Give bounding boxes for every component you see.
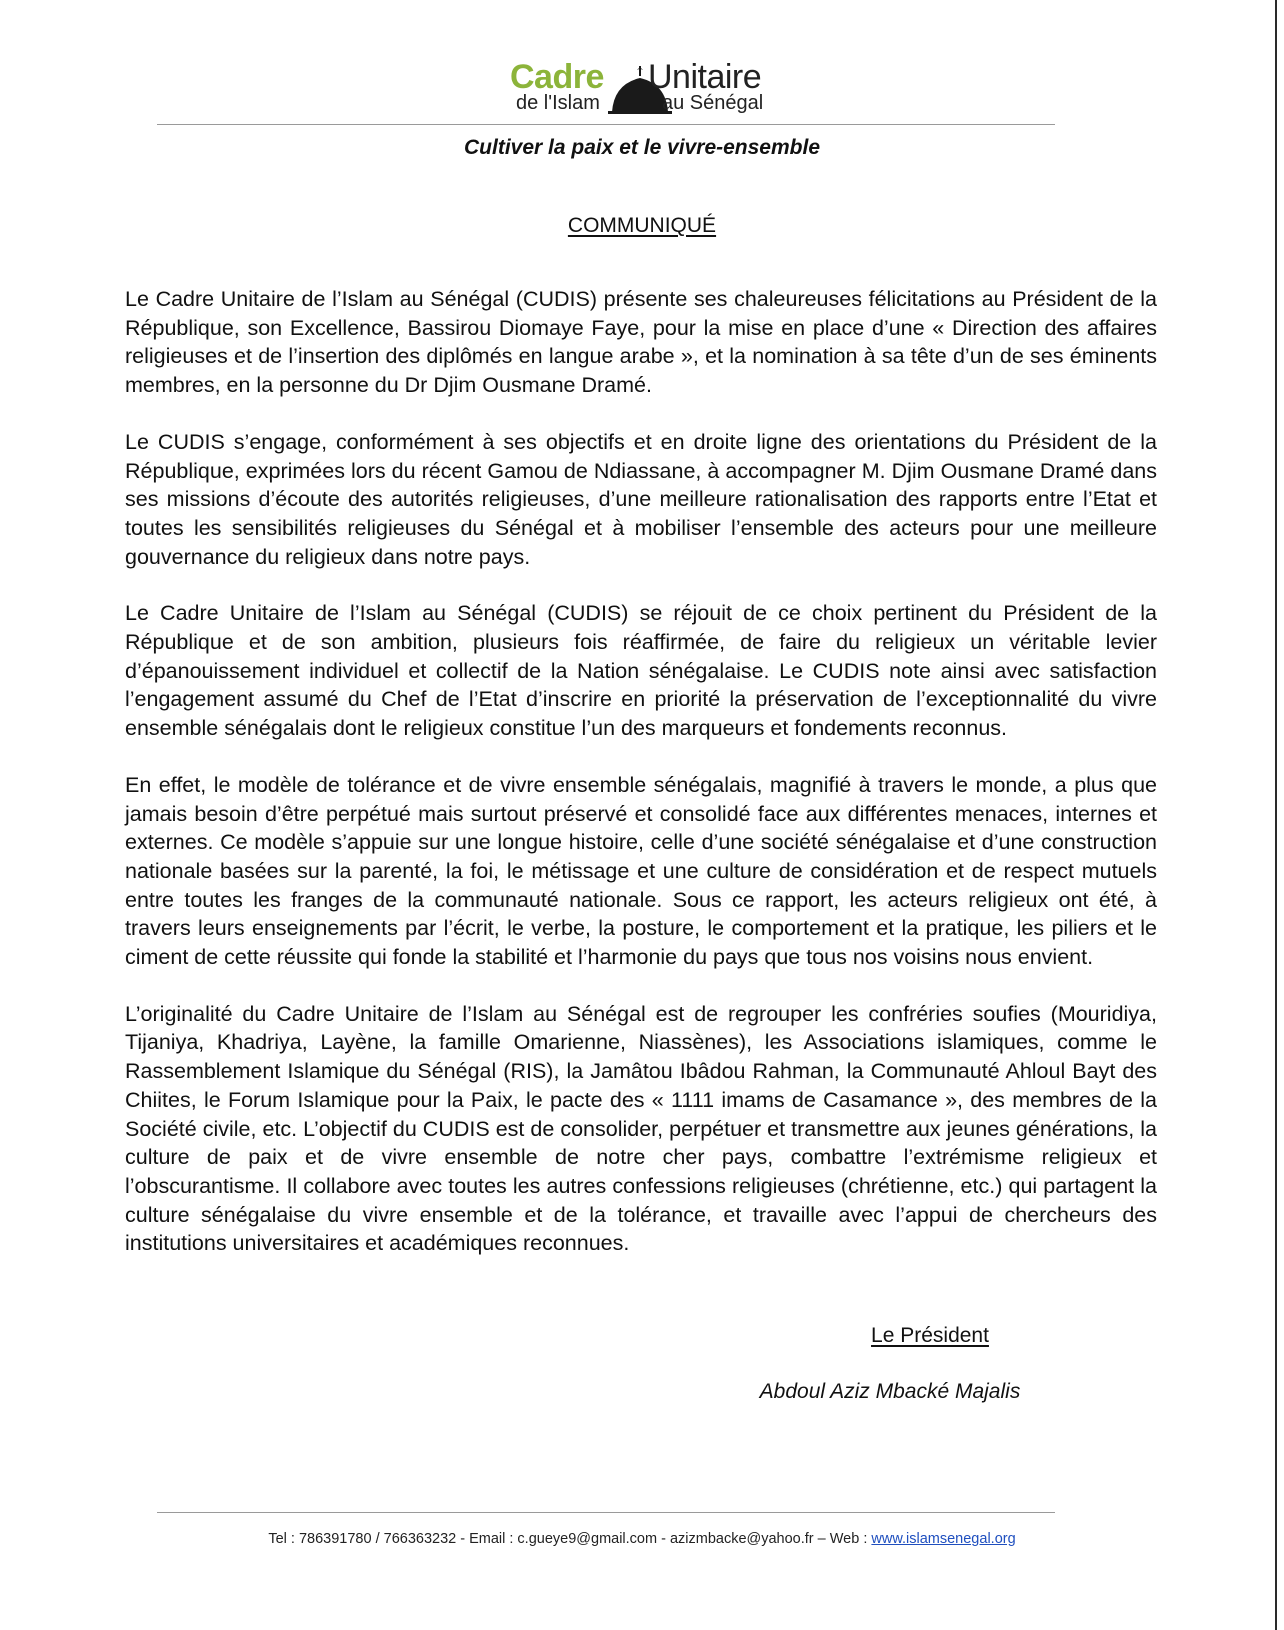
logo-word-cadre: Cadre <box>510 58 604 96</box>
logo-word-unitaire: Unitaire <box>648 58 762 96</box>
paragraph: Le Cadre Unitaire de l’Islam au Sénégal (CUDIS) présente ses chaleureuses félicitations au Président de la République, son Excellence, Bassirou Diomaye Faye, pour la mise en place d’une « Direction des affaires religieuses et de l’insertion des diplômés en langue arabe », et la nomination à sa tête d’un de ses éminents membres, en la personne du Dr Djim Ousmane Dramé. <box>125 287 1157 398</box>
motto: Cultiver la paix et le vivre-ensemble <box>464 136 820 159</box>
paragraph: Le Cadre Unitaire de l’Islam au Sénégal (CUDIS) se réjouit de ce choix pertinent du Président de la République et de son ambition, plusieurs fois réaffirmée, de faire du religieux un véritable levier d’épanouissement individuel et collectif de la Nation sénégalaise. Le CUDIS note ainsi avec satisfaction l’engagement assumé du Chef de l’Etat d’inscrire en priorité la préservation de l’exceptionnalité du vivre ensemble sénégalais dont le religieux constitue l’un des marqueurs et fondements reconnus. <box>125 601 1157 741</box>
cudis-logo <box>510 56 780 118</box>
footer-divider <box>157 1512 1055 1513</box>
logo-line-right: au Sénégal <box>662 92 764 114</box>
signature-name: Abdoul Aziz Mbacké Majalis <box>759 1380 1021 1403</box>
logo-line-left: de l'Islam <box>516 92 600 114</box>
paragraph: Le CUDIS s’engage, conformément à ses objectifs et en droite ligne des orientations du Président de la République, exprimées lors du récent Gamou de Ndiassane, à accompagner M. Djim Ousmane Dramé dans ses missions d’écoute des autorités religieuses, d’une meilleure rationalisation des rapports entre l’Etat et toutes les sensibilités religieuses du Sénégal et à mobiliser l’ensemble des acteurs pour une meilleure gouvernance du religieux dans notre pays. <box>125 429 1157 569</box>
communique-body <box>125 285 1157 1258</box>
paragraph: L’originalité du Cadre Unitaire de l’Islam au Sénégal est de regrouper les confréries soufies (Mouridiya, Tijaniya, Khadriya, Layène, la famille Omarienne, Niassènes), les Associations islamiques, comme le Rassemblement Islamique du Sénégal (RIS), la Jamâtou Ibâdou Rahman, la Communauté Ahloul Bayt des Chiites, le Forum Islamique pour la Paix, le pacte des « 1111 imams de Casamance », des membres de la Société civile, etc. L’objectif du CUDIS est de consolider, perpétuer et transmettre aux jeunes générations, la culture de paix et de vivre ensemble de notre cher pays, combattre l’extrémisme religieux et l’obscurantisme. Il collabore avec toutes les autres confessions religieuses (chrétienne, etc.) qui partagent la culture sénégalaise du vivre ensemble et de la tolérance, et travaille avec l’appui de chercheurs des institutions universitaires et académiques reconnues. <box>125 1001 1157 1256</box>
footer-contact <box>0 1531 1284 1547</box>
header-divider <box>157 124 1055 125</box>
footer-contact-text: Tel : 786391780 / 766363232 - Email : c.gueye9@gmail.com - azizmbacke@yahoo.fr – Web : <box>268 1531 872 1547</box>
paragraph: En effet, le modèle de tolérance et de vivre ensemble sénégalais, magnifié à travers le monde, a plus que jamais besoin d’être perpétué mais surtout préservé et consolidé face aux différentes menaces, internes et externes. Ce modèle s’appuie sur une longue histoire, celle d’une société sénégalaise et d’une construction nationale basées sur la parenté, la foi, le métissage et une culture de considération et de respect mutuels entre toutes les franges de la communauté nationale. Sous ce rapport, les acteurs religieux ont été, à travers leurs enseignements par l’écrit, le verbe, la posture, le comportement et la pratique, les piliers et le ciment de cette réussite qui fonde la stabilité et l’harmonie du pays que tous nos voisins nous envient. <box>125 772 1157 970</box>
signature-title: Le Président <box>871 1324 989 1347</box>
document-title: COMMUNIQUÉ <box>567 214 717 237</box>
website-link[interactable]: www.islamsenegal.org <box>871 1531 1016 1547</box>
